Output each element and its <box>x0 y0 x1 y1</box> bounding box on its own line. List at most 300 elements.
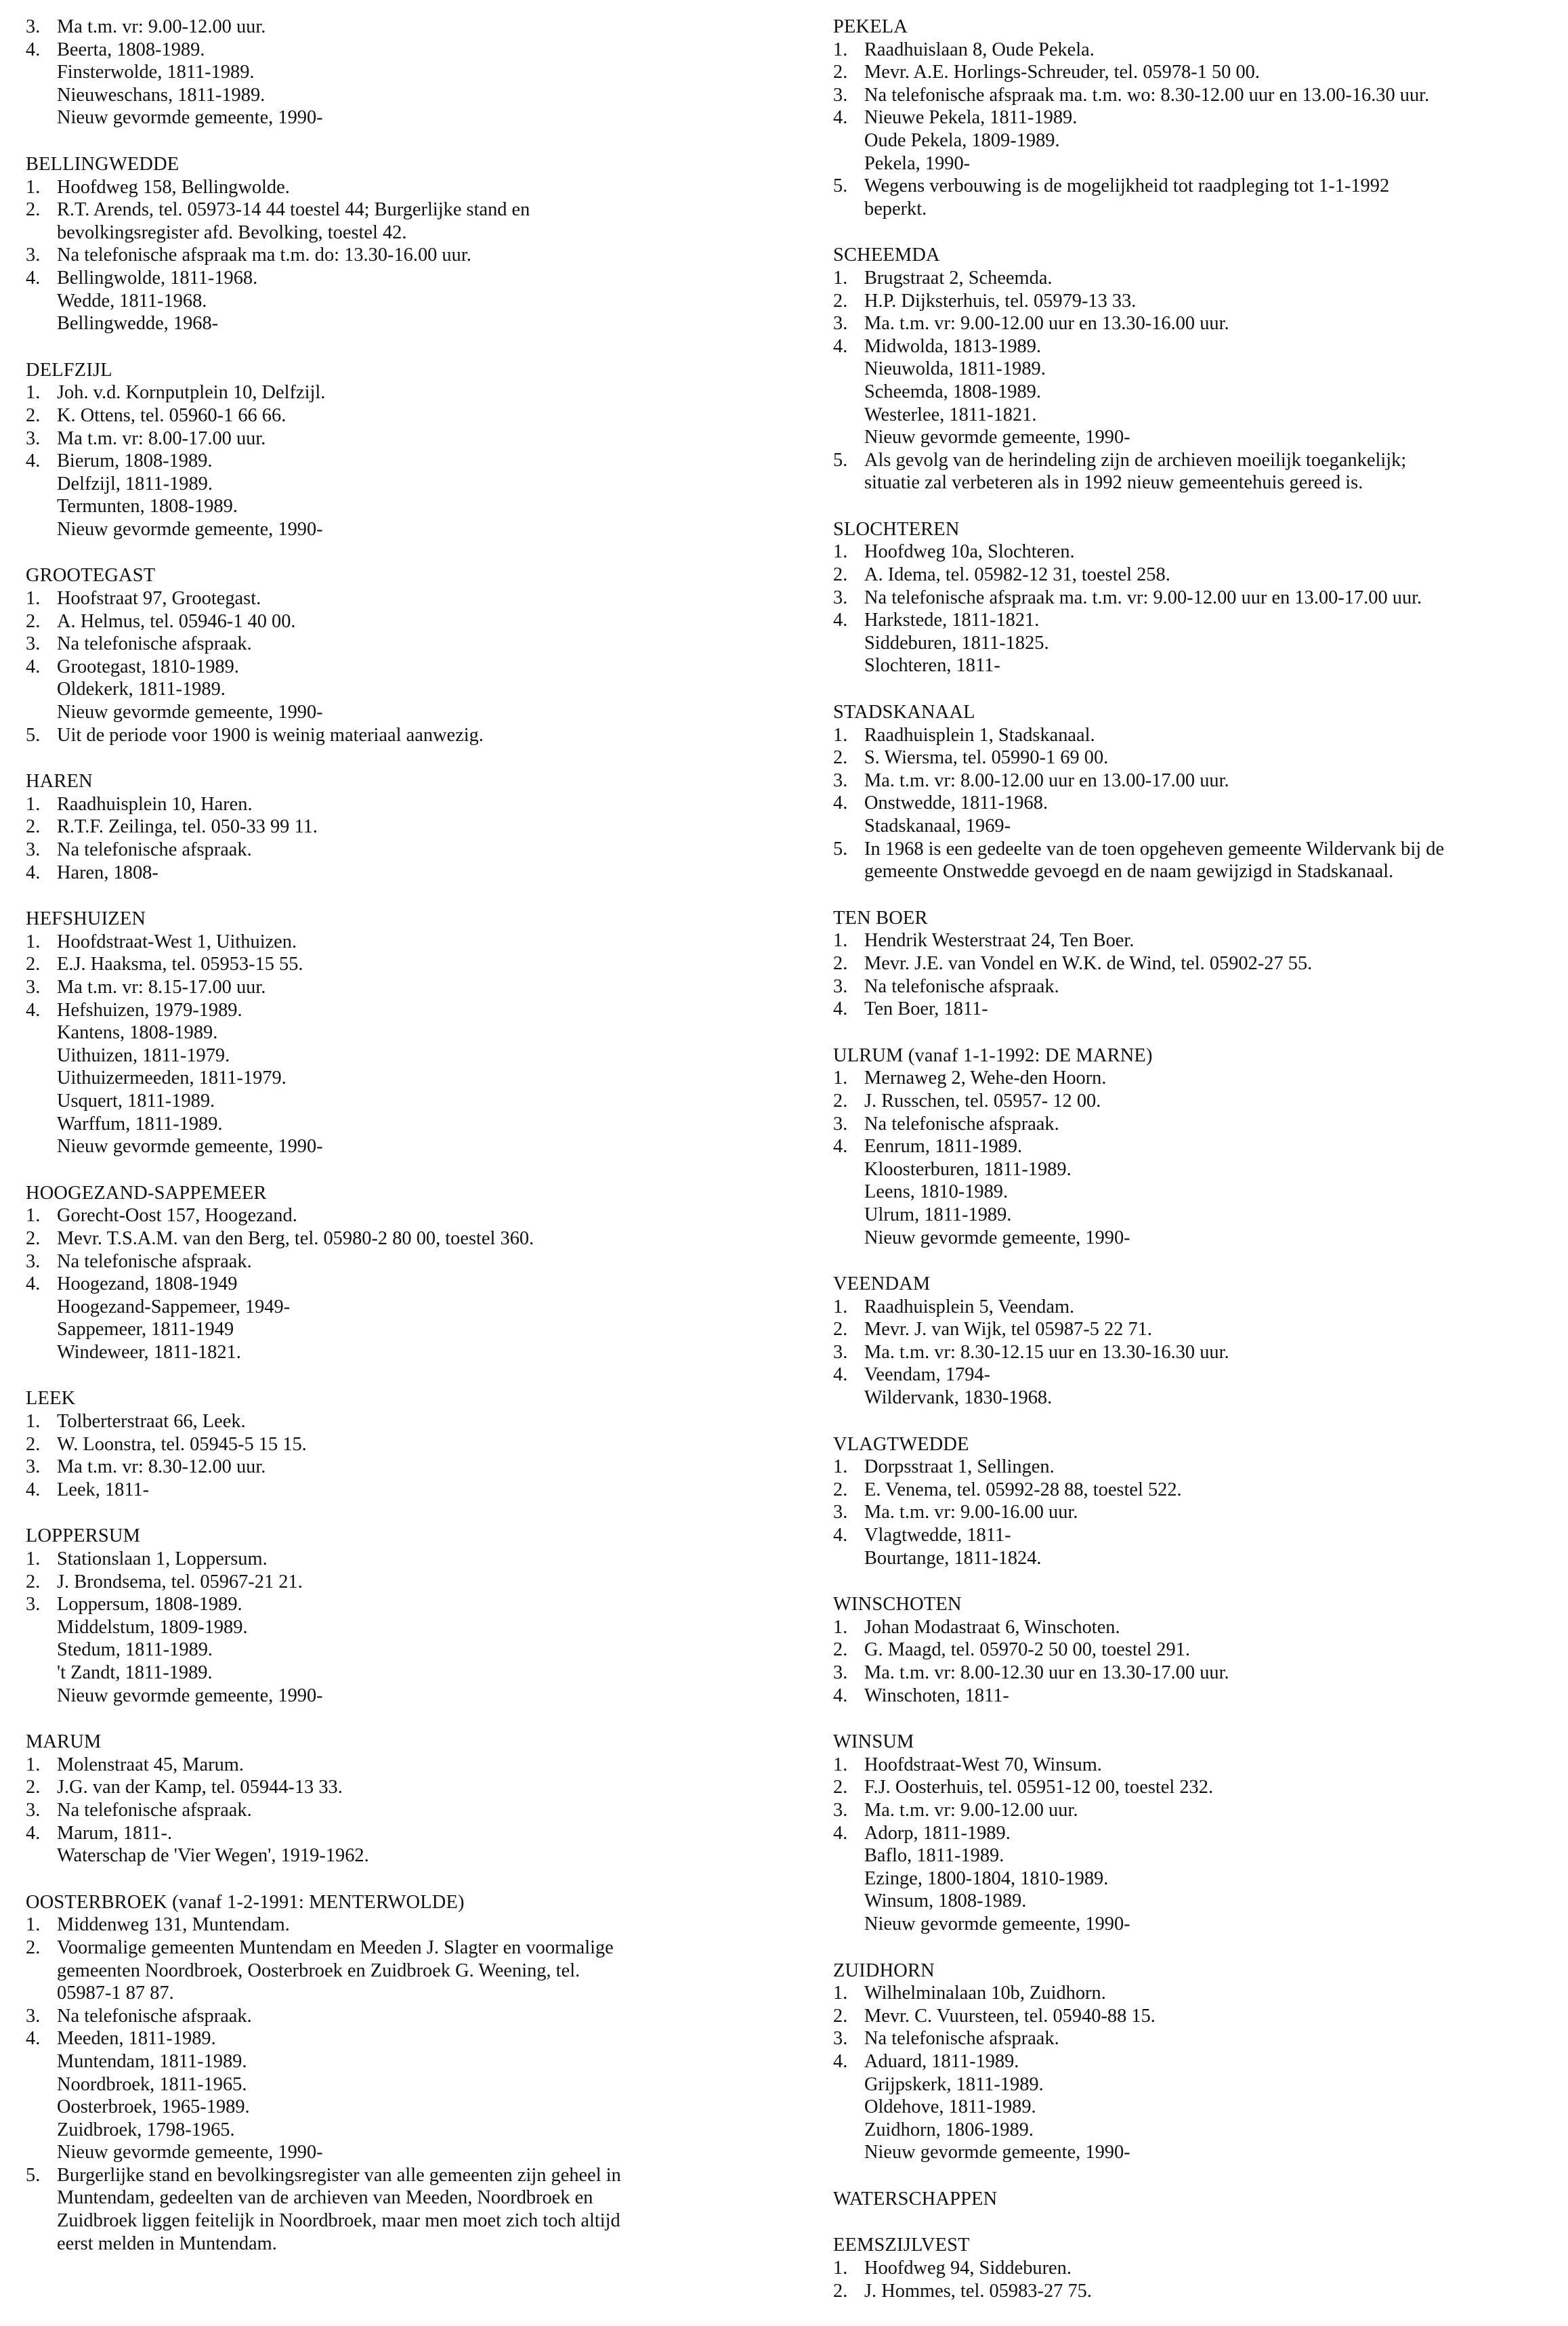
entry-number: 2. <box>833 290 848 312</box>
entry-number: 1. <box>833 39 848 60</box>
entry-line <box>833 1685 1558 1708</box>
entry-number: 4. <box>26 450 41 472</box>
section-heading: PEKELA <box>833 16 908 37</box>
entry-line <box>26 198 771 221</box>
entry-number: 2. <box>833 564 848 586</box>
entry-text: Vlagtwedde, 1811- <box>864 1525 1011 1546</box>
entry-line <box>26 976 771 999</box>
entry-text: Uithuizermeeden, 1811-1979. <box>57 1067 287 1089</box>
entry-text: Mernaweg 2, Wehe-den Hoorn. <box>864 1067 1107 1089</box>
entry-line <box>833 1867 1558 1890</box>
entry-number: 4. <box>833 610 848 631</box>
entry-text: Ulrum, 1811-1989. <box>864 1204 1012 1225</box>
entry-number: 3. <box>26 1594 41 1615</box>
section-intro <box>26 16 771 129</box>
entry-number: 2. <box>26 610 41 632</box>
entry-number: 4. <box>26 39 41 60</box>
entry-number: 3. <box>26 1250 41 1272</box>
entry-text: Beerta, 1808-1989. <box>57 39 205 60</box>
entry-line <box>26 1273 771 1296</box>
right-column <box>833 16 1558 2326</box>
entry-number: 4. <box>26 656 41 677</box>
entry-text: Nieuwe Pekela, 1811-1989. <box>864 107 1078 129</box>
entry-number: 2. <box>833 2280 848 2302</box>
entry-text: J. Brondsema, tel. 05967-21 21. <box>57 1571 303 1592</box>
entry-text: 't Zandt, 1811-1989. <box>57 1662 213 1683</box>
entry-line <box>833 1296 1558 1319</box>
entry-line <box>26 84 771 107</box>
section-marum <box>26 1731 771 1867</box>
entry-number: 3. <box>26 16 41 37</box>
entry-text: Noordbroek, 1811-1965. <box>57 2073 247 2095</box>
entry-number: 4. <box>833 792 848 814</box>
entry-number: 4. <box>833 998 848 1020</box>
entry-text: A. Idema, tel. 05982-12 31, toestel 258. <box>864 564 1170 586</box>
entry-line <box>833 1456 1558 1479</box>
entry-line <box>833 1547 1558 1570</box>
entry-number: 1. <box>26 931 41 952</box>
entry-line <box>26 1982 771 2005</box>
entry-line <box>26 2050 771 2073</box>
entry-text: Bierum, 1808-1989. <box>57 450 213 472</box>
entry-number: 5. <box>26 724 41 746</box>
entry-text: Veendam, 1794- <box>864 1364 991 1386</box>
entry-text: Marum, 1811-. <box>57 1822 173 1844</box>
entry-text: Wildervank, 1830-1968. <box>864 1387 1053 1409</box>
entry-text: Kloosterburen, 1811-1989. <box>864 1158 1072 1180</box>
entry-line <box>833 1363 1558 1387</box>
entry-text: Mevr. J.E. van Vondel en W.K. de Wind, tel. 05902-27 55. <box>864 952 1313 974</box>
entry-line <box>26 518 771 541</box>
entry-text: Tolberterstraat 66, Leek. <box>57 1411 246 1433</box>
entry-text: Burgerlijke stand en bevolkingsregister van alle gemeenten zijn geheel in <box>57 2164 621 2186</box>
entry-text: Mevr. C. Vuursteen, tel. 05940-88 15. <box>864 2005 1156 2027</box>
entry-text: Nieuw gevormde gemeente, 1990- <box>57 1685 323 1706</box>
entry-line <box>833 1982 1558 2005</box>
entry-line <box>26 1662 771 1685</box>
entry-number: 1. <box>833 930 848 952</box>
entry-line <box>26 39 771 62</box>
entry-number: 1. <box>833 267 848 289</box>
entry-text: Bourtange, 1811-1824. <box>864 1547 1042 1569</box>
entry-text: Na telefonische afspraak ma. t.m. wo: 8.30-12.00 uur en 13.00-16.30 uur. <box>864 84 1430 106</box>
entry-number: 2. <box>833 1479 848 1500</box>
section-leek <box>26 1387 771 1501</box>
entry-line <box>26 2096 771 2119</box>
entry-line <box>833 2050 1558 2073</box>
entry-line <box>26 1067 771 1090</box>
section-heading: WINSUM <box>833 1731 914 1753</box>
entry-line <box>26 1548 771 1571</box>
section-heading: DELFZIJL <box>26 359 112 381</box>
entry-number: 1. <box>26 1754 41 1775</box>
entry-line <box>833 2257 1558 2280</box>
entry-number: 2. <box>833 1319 848 1340</box>
entry-line <box>833 1227 1558 1250</box>
entry-line <box>26 1227 771 1250</box>
entry-line <box>26 1204 771 1227</box>
entry-number: 3. <box>833 1341 848 1363</box>
entry-text: A. Helmus, tel. 05946-1 40 00. <box>57 610 296 632</box>
entry-text: Nieuw gevormde gemeente, 1990- <box>57 702 323 723</box>
entry-line <box>833 609 1558 632</box>
entry-text: beperkt. <box>864 198 927 219</box>
entry-number: 3. <box>833 1113 848 1135</box>
entry-line <box>26 2209 771 2233</box>
entry-text: Mevr. T.S.A.M. van den Berg, tel. 05980-2 80 00, toestel 360. <box>57 1227 534 1249</box>
entry-number: 4. <box>26 999 41 1021</box>
entry-line <box>833 860 1558 883</box>
entry-line <box>833 838 1558 861</box>
entry-number: 4. <box>833 1685 848 1706</box>
entry-line <box>26 1113 771 1136</box>
entry-line <box>26 381 771 404</box>
entry-text: Ma t.m. vr: 9.00-12.00 uur. <box>57 16 266 37</box>
entry-line <box>26 2186 771 2209</box>
section-winschoten <box>833 1593 1558 1707</box>
entry-text: Hoofdweg 94, Siddeburen. <box>864 2258 1072 2279</box>
entry-line <box>26 633 771 656</box>
entry-line <box>833 632 1558 655</box>
entry-text: Uithuizen, 1811-1979. <box>57 1044 230 1066</box>
entry-text: H.P. Dijksterhuis, tel. 05979-13 33. <box>864 290 1137 312</box>
section-eemszijlvest <box>833 2234 1558 2302</box>
entry-number: 5. <box>833 449 848 471</box>
entry-line <box>833 1318 1558 1341</box>
entry-line <box>26 793 771 816</box>
entry-number: 4. <box>26 267 41 289</box>
entry-text: E. Venema, tel. 05992-28 88, toestel 522. <box>864 1479 1182 1500</box>
entry-line <box>833 1479 1558 1502</box>
entry-line <box>26 816 771 839</box>
entry-number: 2. <box>833 1639 848 1661</box>
entry-number: 1. <box>833 2258 848 2279</box>
entry-line <box>26 1638 771 1662</box>
entry-text: Hoofstraat 97, Grootegast. <box>57 588 261 610</box>
entry-line <box>26 1776 771 1799</box>
entry-text: Leens, 1810-1989. <box>864 1181 1009 1203</box>
entry-text: Hoogezand-Sappemeer, 1949- <box>57 1296 291 1317</box>
entry-text: Waterschap de 'Vier Wegen', 1919-1962. <box>57 1845 369 1867</box>
entry-number: 4. <box>26 862 41 883</box>
entry-number: 2. <box>26 404 41 426</box>
entry-line <box>833 1158 1558 1181</box>
entry-text: Uit de periode voor 1900 is weinig materiaal aanwezig. <box>57 724 484 746</box>
entry-line <box>26 267 771 290</box>
entry-text: Brugstraat 2, Scheemda. <box>864 267 1053 289</box>
entry-number: 1. <box>833 1616 848 1638</box>
entry-number: 1. <box>26 176 41 198</box>
entry-number: 3. <box>26 976 41 998</box>
entry-line <box>833 952 1558 975</box>
entry-number: 1. <box>26 1548 41 1570</box>
entry-text: Haren, 1808- <box>57 862 158 883</box>
entry-text: J.G. van der Kamp, tel. 05944-13 33. <box>57 1777 343 1798</box>
entry-line <box>26 931 771 954</box>
entry-text: Bellingwolde, 1811-1968. <box>57 267 258 289</box>
entry-text: Midwolda, 1813-1989. <box>864 335 1042 357</box>
entry-text: Muntendam, 1811-1989. <box>57 2050 247 2072</box>
entry-line <box>26 2005 771 2028</box>
entry-text: Termunten, 1808-1989. <box>57 496 238 517</box>
entry-line <box>26 1754 771 1777</box>
entry-number: 1. <box>833 1067 848 1089</box>
entry-line <box>26 839 771 862</box>
entry-text: Wilhelminalaan 10b, Zuidhorn. <box>864 1983 1106 2004</box>
entry-number: 4. <box>26 1479 41 1500</box>
entry-line <box>833 358 1558 381</box>
entry-line <box>26 2027 771 2050</box>
entry-text: Adorp, 1811-1989. <box>864 1822 1011 1844</box>
entry-line <box>833 471 1558 494</box>
entry-number: 3. <box>26 1456 41 1478</box>
entry-line <box>833 39 1558 62</box>
entry-text: Middenweg 131, Muntendam. <box>57 1914 290 1936</box>
entry-line <box>26 2073 771 2096</box>
entry-text: Oldehove, 1811-1989. <box>864 2096 1036 2118</box>
entry-line <box>26 1090 771 1113</box>
entry-text: Na telefonische afspraak. <box>57 839 252 860</box>
entry-number: 1. <box>833 1296 848 1317</box>
entry-text: Eenrum, 1811-1989. <box>864 1136 1023 1158</box>
entry-number: 3. <box>833 587 848 608</box>
entry-line <box>833 335 1558 358</box>
entry-text: Slochteren, 1811- <box>864 655 1000 677</box>
entry-text: Ma. t.m. vr: 9.00-12.00 uur en 13.30-16.00 uur. <box>864 313 1229 335</box>
entry-line <box>26 176 771 199</box>
entry-line <box>26 16 771 39</box>
entry-text: Winsum, 1808-1989. <box>864 1890 1027 1912</box>
entry-line <box>26 656 771 679</box>
entry-number: 4. <box>833 107 848 129</box>
entry-text: Raadhuislaan 8, Oude Pekela. <box>864 39 1095 60</box>
entry-text: Middelstum, 1809-1989. <box>57 1616 248 1638</box>
entry-text: Nieuwolda, 1811-1989. <box>864 358 1046 380</box>
entry-number: 2. <box>833 2005 848 2027</box>
entry-line <box>26 999 771 1022</box>
left-column <box>26 16 771 2279</box>
entry-text: Muntendam, gedeelten van de archieven van Meeden, Noordbroek en <box>57 2187 593 2209</box>
entry-number: 3. <box>833 313 848 335</box>
entry-line <box>26 1844 771 1867</box>
entry-number: 3. <box>833 975 848 997</box>
entry-line <box>833 564 1558 587</box>
section-heading: ZUIDHORN <box>833 1960 935 1981</box>
entry-number: 4. <box>833 1525 848 1546</box>
entry-line <box>26 1410 771 1433</box>
entry-number: 3. <box>833 2028 848 2050</box>
entry-text: Hoofdstraat-West 1, Uithuizen. <box>57 931 297 952</box>
entry-line <box>833 815 1558 838</box>
entry-line <box>26 1571 771 1594</box>
entry-number: 4. <box>26 2028 41 2050</box>
entry-line <box>26 1593 771 1616</box>
entry-text: Kantens, 1808-1989. <box>57 1022 218 1044</box>
entry-number: 3. <box>26 2005 41 2027</box>
section-ten-boer <box>833 907 1558 1021</box>
entry-line <box>833 654 1558 677</box>
entry-number: 2. <box>26 954 41 975</box>
entry-line <box>26 450 771 473</box>
entry-text: K. Ottens, tel. 05960-1 66 66. <box>57 404 287 426</box>
entry-line <box>26 1318 771 1341</box>
entry-number: 3. <box>833 769 848 791</box>
entry-text: Na telefonische afspraak ma t.m. do: 13.30-16.00 uur. <box>57 245 471 266</box>
entry-line <box>833 1501 1558 1524</box>
entry-line <box>26 1250 771 1273</box>
entry-line <box>833 1662 1558 1685</box>
entry-text: Winschoten, 1811- <box>864 1685 1009 1706</box>
section-heading: EEMSZIJLVEST <box>833 2235 970 2256</box>
entry-line <box>26 1021 771 1044</box>
section-heading: ULRUM (vanaf 1-1-1992: DE MARNE) <box>833 1044 1153 1066</box>
entry-number: 4. <box>26 1273 41 1295</box>
entry-number: 2. <box>26 816 41 838</box>
entry-line <box>833 1844 1558 1867</box>
entry-text: Hefshuizen, 1979-1989. <box>57 999 242 1021</box>
entry-line <box>26 427 771 450</box>
entry-number: 1. <box>26 1914 41 1936</box>
entry-text: Gorecht-Oost 157, Hoogezand. <box>57 1205 297 1227</box>
entry-text: Ma t.m. vr: 8.00-17.00 uur. <box>57 427 266 449</box>
entry-text: Als gevolg van de herindeling zijn de archieven moeilijk toegankelijk; <box>864 449 1407 471</box>
entry-line <box>833 1890 1558 1913</box>
entry-text: J. Hommes, tel. 05983-27 75. <box>864 2280 1092 2302</box>
entry-line <box>26 473 771 496</box>
entry-text: Grootegast, 1810-1989. <box>57 656 239 677</box>
entry-line <box>833 2073 1558 2096</box>
section-slochteren <box>833 518 1558 677</box>
entry-line <box>833 1090 1558 1113</box>
entry-line <box>26 1822 771 1845</box>
entry-number: 4. <box>833 335 848 357</box>
entry-line <box>833 587 1558 610</box>
entry-text: Na telefonische afspraak. <box>57 1799 252 1821</box>
entry-text: Na telefonische afspraak. <box>57 2005 252 2027</box>
entry-line <box>26 1685 771 1708</box>
entry-text: J. Russchen, tel. 05957- 12 00. <box>864 1090 1101 1112</box>
section-delfzijl <box>26 359 771 541</box>
entry-line <box>833 290 1558 313</box>
entry-text: Hendrik Westerstraat 24, Ten Boer. <box>864 930 1135 952</box>
entry-number: 1. <box>833 541 848 563</box>
entry-text: Ma t.m. vr: 8.30-12.00 uur. <box>57 1456 266 1478</box>
entry-text: Na telefonische afspraak. <box>864 975 1059 997</box>
entry-line <box>833 998 1558 1021</box>
entry-number: 1. <box>26 1411 41 1433</box>
entry-text: S. Wiersma, tel. 05990-1 69 00. <box>864 747 1109 769</box>
entry-line <box>26 678 771 701</box>
section-heading: STADSKANAAL <box>833 702 975 723</box>
entry-text: Nieuw gevormde gemeente, 1990- <box>864 1227 1130 1248</box>
entry-text: E.J. Haaksma, tel. 05953-15 55. <box>57 954 303 975</box>
entry-text: Baflo, 1811-1989. <box>864 1845 1004 1867</box>
entry-text: Leek, 1811- <box>57 1479 150 1500</box>
entry-line <box>26 724 771 747</box>
section-heading: LEEK <box>26 1388 76 1410</box>
entry-line <box>26 1433 771 1456</box>
entry-text: Raadhuisplein 10, Haren. <box>57 793 253 815</box>
entry-number: 1. <box>833 1754 848 1775</box>
entry-text: Johan Modastraat 6, Winschoten. <box>864 1616 1120 1638</box>
entry-line <box>833 2141 1558 2164</box>
entry-text: Na telefonische afspraak. <box>57 633 252 655</box>
entry-text: Na telefonische afspraak. <box>864 1113 1059 1135</box>
entry-text: Siddeburen, 1811-1825. <box>864 632 1049 654</box>
entry-text: Ma. t.m. vr: 8.00-12.30 uur en 13.30-17.00 uur. <box>864 1662 1229 1683</box>
section-heading: SCHEEMDA <box>833 245 940 266</box>
entry-text: situatie zal verbeteren als in 1992 nieuw gemeentehuis gereed is. <box>864 472 1363 494</box>
entry-text: Ma. t.m. vr: 9.00-16.00 uur. <box>864 1502 1078 1523</box>
entry-line <box>26 2233 771 2256</box>
entry-text: Nieuw gevormde gemeente, 1990- <box>864 2142 1130 2163</box>
entry-number: 1. <box>833 724 848 746</box>
entry-text: Onstwedde, 1811-1968. <box>864 792 1048 814</box>
entry-line <box>833 1387 1558 1410</box>
entry-line <box>26 1456 771 1479</box>
entry-number: 2. <box>833 62 848 83</box>
entry-text: Joh. v.d. Kornputplein 10, Delfzijl. <box>57 382 326 404</box>
section-waterschappen <box>833 2188 1558 2211</box>
entry-line <box>26 1296 771 1319</box>
section-heading: HEFSHUIZEN <box>26 908 146 930</box>
section-bellingwedde <box>26 153 771 335</box>
entry-line <box>26 221 771 245</box>
entry-line <box>833 541 1558 564</box>
entry-number: 2. <box>833 952 848 974</box>
entry-line <box>833 1113 1558 1136</box>
entry-text: G. Maagd, tel. 05970-2 50 00, toestel 291. <box>864 1639 1190 1661</box>
entry-line <box>833 1913 1558 1936</box>
entry-text: Mevr. A.E. Horlings-Schreuder, tel. 05978-1 50 00. <box>864 62 1260 83</box>
entry-line <box>833 769 1558 792</box>
entry-text: Nieuw gevormde gemeente, 1990- <box>57 2142 323 2163</box>
section-heading: LOPPERSUM <box>26 1525 141 1547</box>
entry-number: 3. <box>26 633 41 655</box>
entry-text: Ma. t.m. vr: 9.00-12.00 uur. <box>864 1799 1078 1821</box>
entry-line <box>26 106 771 129</box>
entry-text: Hoofdstraat-West 70, Winsum. <box>864 1754 1102 1775</box>
entry-line <box>833 1524 1558 1547</box>
entry-line <box>833 404 1558 427</box>
entry-line <box>833 381 1558 404</box>
entry-number: 4. <box>833 1136 848 1158</box>
entry-line <box>833 1638 1558 1662</box>
entry-text: Dorpsstraat 1, Sellingen. <box>864 1456 1055 1478</box>
entry-line <box>26 312 771 335</box>
section-heading: WINSCHOTEN <box>833 1594 962 1615</box>
entry-line <box>833 975 1558 998</box>
entry-line <box>26 1135 771 1158</box>
section-heading: WATERSCHAPPEN <box>833 2188 998 2209</box>
entry-number: 2. <box>26 1937 41 1958</box>
entry-text: Meeden, 1811-1989. <box>57 2028 216 2050</box>
entry-number: 2. <box>26 1227 41 1249</box>
section-grootegast <box>26 564 771 746</box>
entry-line <box>833 61 1558 84</box>
entry-text: Nieuw gevormde gemeente, 1990- <box>57 1136 323 1158</box>
entry-line <box>833 267 1558 290</box>
entry-line <box>26 610 771 633</box>
section-stadskanaal <box>833 701 1558 883</box>
entry-text: Warffum, 1811-1989. <box>57 1113 223 1135</box>
entry-number: 5. <box>833 175 848 197</box>
entry-number: 2. <box>26 199 41 221</box>
entry-number: 3. <box>833 1502 848 1523</box>
entry-number: 2. <box>26 1571 41 1592</box>
entry-line <box>833 84 1558 107</box>
section-heading: TEN BOER <box>833 907 928 929</box>
